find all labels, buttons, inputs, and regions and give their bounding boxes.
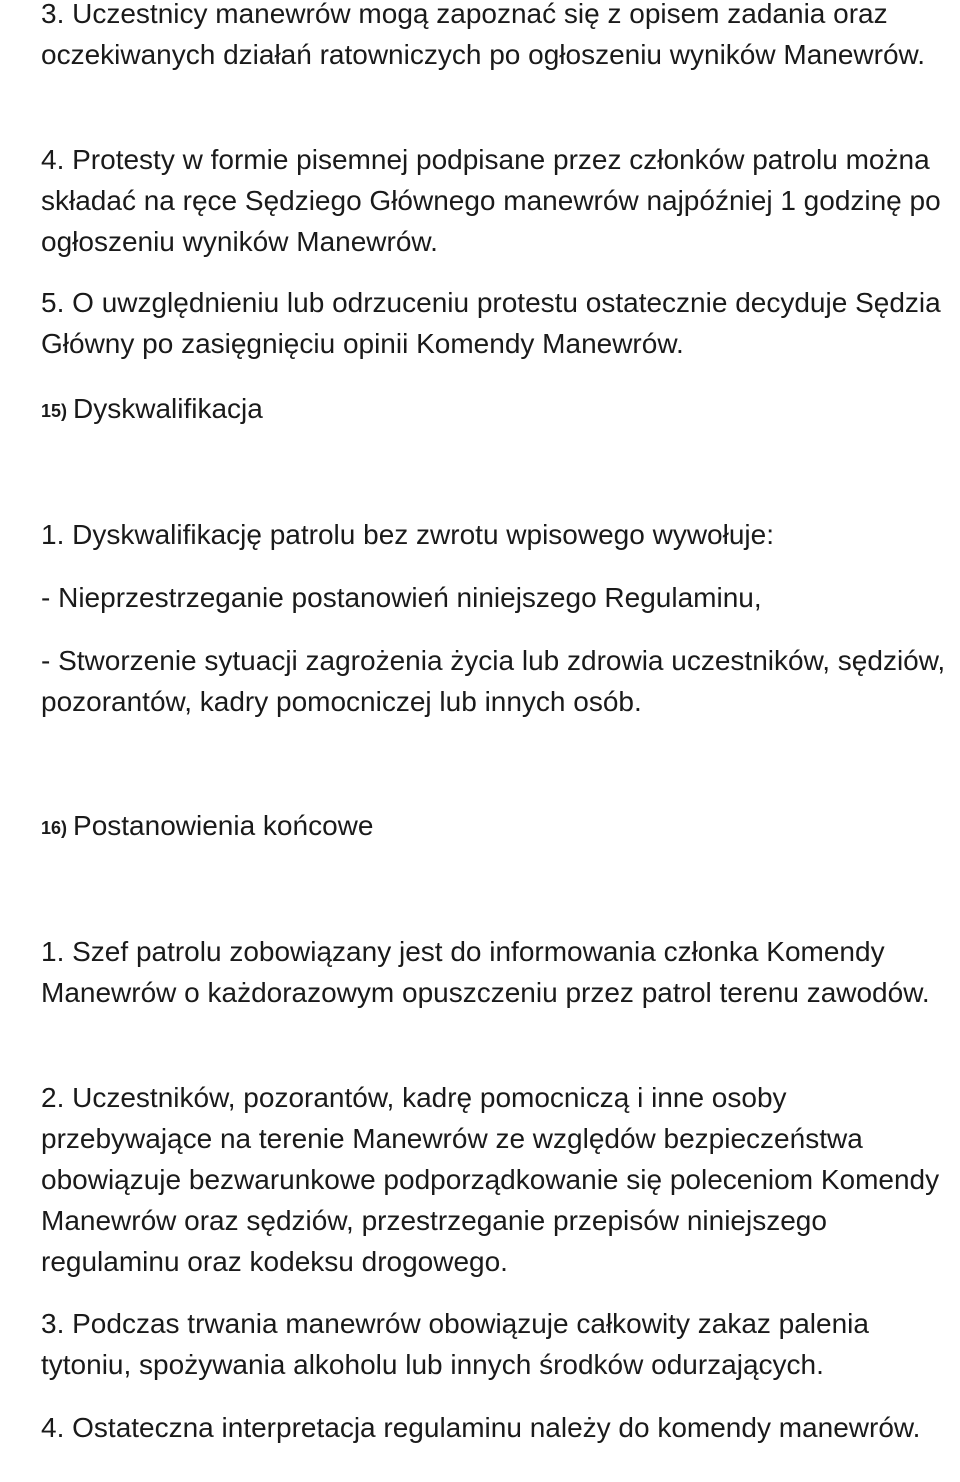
- paragraph-item-5: 5. O uwzględnieniu lub odrzuceniu protestu ostatecznie decyduje Sędzia Główny po zasięgnięciu opinii Komendy Manewrów.: [41, 287, 941, 359]
- section-title: Postanowienia końcowe: [73, 810, 374, 841]
- section-number: 16): [41, 818, 68, 838]
- section-heading-16: [41, 805, 373, 849]
- paragraph-item-4: 4. Protesty w formie pisemnej podpisane przez członków patrolu można składać na ręce Sędziego Głównego manewrów najpóźniej 1 godzinę po ogłoszeniu wyników Manewrów.: [41, 144, 941, 257]
- paragraph-disqualification-reason-2: - Stworzenie sytuacji zagrożenia życia lub zdrowia uczestników, sędziów, pozorantów, kadry pomocniczej lub innych osób.: [41, 645, 946, 717]
- paragraph-final-3: 3. Podczas trwania manewrów obowiązuje całkowity zakaz palenia tytoniu, spożywania alkoholu lub innych środków odurzających.: [41, 1308, 869, 1380]
- paragraph-final-1: 1. Szef patrolu zobowiązany jest do informowania członka Komendy Manewrów o każdorazowym opuszczeniu przez patrol terenu zawodów.: [41, 936, 930, 1008]
- paragraph-final-4: 4. Ostateczna interpretacja regulaminu należy do komendy manewrów.: [41, 1412, 921, 1443]
- section-number: 15): [41, 401, 68, 421]
- paragraph-disqualification-reason-1: - Nieprzestrzeganie postanowień niniejszego Regulaminu,: [41, 582, 762, 613]
- section-heading-15: [41, 388, 263, 432]
- section-title: Dyskwalifikacja: [73, 393, 263, 424]
- paragraph-item-3: 3. Uczestnicy manewrów mogą zapoznać się z opisem zadania oraz oczekiwanych działań ratowniczych po ogłoszeniu wyników Manewrów.: [41, 0, 925, 70]
- paragraph-final-2: 2. Uczestników, pozorantów, kadrę pomocniczą i inne osoby przebywające na terenie Manewrów ze względów bezpieczeństwa obowiązuje bezwarunkowe podporządkowanie się poleceniom Komendy Manewrów oraz sędziów, przestrzeganie przepisów niniejszego regulaminu oraz kodeksu drogowego.: [41, 1082, 940, 1277]
- paragraph-disqualification-1: 1. Dyskwalifikację patrolu bez zwrotu wpisowego wywołuje:: [41, 519, 774, 550]
